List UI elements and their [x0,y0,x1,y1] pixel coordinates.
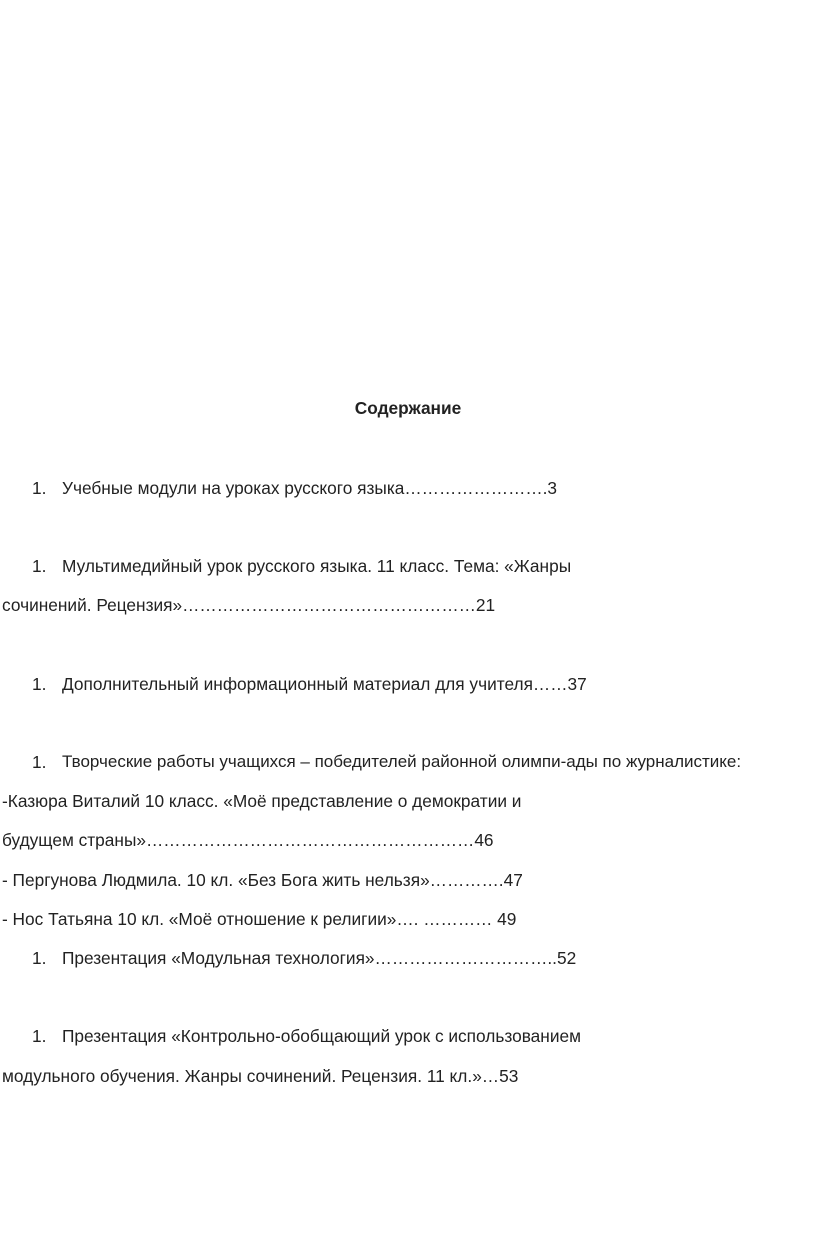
toc-item-text: Презентация «Контрольно-обобщающий урок с использованием [62,1026,581,1046]
toc-item-number: 1. [32,948,47,968]
toc-item-text: -Казюра Виталий 10 класс. «Моё представление о демократии и [2,791,522,811]
toc-item-text: Презентация «Модульная технология»…………………………..52 [62,948,577,968]
toc-item-text: Творческие работы учащихся – победителей районной олимпи-ады по журналистике: [62,752,742,771]
toc-item-text: - Пергунова Людмила. 10 кл. «Без Бога жить нельзя»………….47 [2,870,523,890]
toc-item-number: 1. [32,478,47,498]
toc-item-text: Мультимедийный урок русского языка. 11 класс. Тема: «Жанры [62,556,572,576]
toc-item-number: 1. [32,556,47,576]
toc-item-text: - Нос Татьяна 10 кл. «Моё отношение к религии»…. ………… 49 [2,909,517,929]
toc-item-text: Дополнительный информационный материал для учителя……37 [62,674,587,694]
toc-title: Содержание [354,398,462,418]
toc-item-text: модульного обучения. Жанры сочинений. Рецензия. 11 кл.»…53 [2,1066,519,1086]
toc-item-number: 1. [32,752,47,772]
toc-item-number: 1. [32,1026,47,1046]
toc-item-text: Учебные модули на уроках русского языка…………………….3 [62,478,558,498]
toc-item-number: 1. [32,674,47,694]
toc-item-text: сочинений. Рецензия»……………………………………………21 [2,595,496,615]
toc-item-text: будущем страны»…………………………………………………46 [2,830,494,850]
